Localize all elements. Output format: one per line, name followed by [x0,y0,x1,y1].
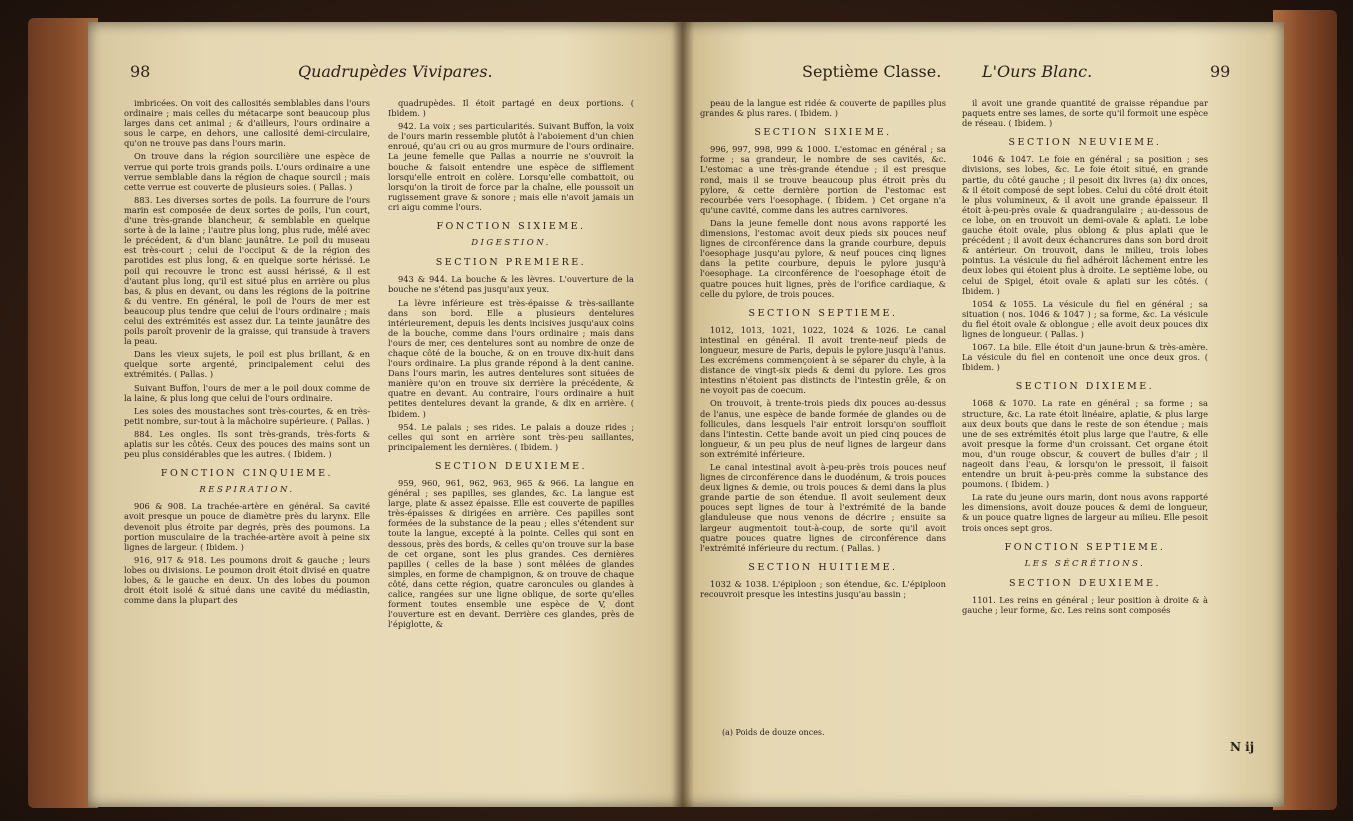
right-running-head-title: L'Ours Blanc. [982,62,1093,81]
paragraph: Dans la jeune femelle dont nous avons rapporté les dimensions, l'estomac avoit deux pieds six pouces neuf lignes de circonférence dans la grande courbure, depuis l'oesophage jusqu'au pylore, & neuf pouces cinq lignes dans la petite courbure, depuis le pylore jusqu'à l'oesophage. La circonférence de l'oesophage étoit de quatre pouces huit lignes, près de l'orifice cardiaque, & celle du pylore, de trois pouces. [700,217,946,299]
left-running-head: Quadrupèdes Vivipares. [298,62,493,81]
paragraph: La lèvre inférieure est très-épaisse & très-saillante dans son bord. Elle a plusieurs dentelures intérieurement, depuis les dents incisives jusqu'aux coins de la bouche, comme dans l'ours ordinaire ; mais dans l'ours de mer, ces dentelures sont au nombre de onze de chaque côté de la bouche, & on en trouve dix-huit dans l'ours ordinaire. La plus grande répond à la dent canine. Dans l'ours marin, les autres dentelures sont situées de manière qu'on en trouve six derrière la précédente, & quatre en devant. Au contraire, l'ours ordinaire a huit petites dentelures devant la grande, & dix en arrière. ( Ibidem. ) [388,297,634,419]
section-heading: SECTION HUITIEME. [748,561,898,573]
paragraph: 1012, 1013, 1021, 1022, 1024 & 1026. Le canal intestinal en général. Il avoit trente-neuf pieds de longueur, mesure de Paris, depuis le pylore jusqu'à l'anus. Les excrémens commençoient à se séparer du chyle, à la distance de vingt-six pieds & demi du pylore. Les gros intestins n'étoient pas distincts de l'intestin grêle, & on ne voyoit pas de coecum. [700,324,946,396]
footnote: (a) Poids de douze onces. [722,728,825,737]
paragraph: 943 & 944. La bouche & les lèvres. L'ouverture de la bouche ne s'étend pas jusqu'aux yeux. [388,274,634,295]
paragraph: 1046 & 1047. Le foie en général ; sa position ; ses divisions, ses lobes, &c. Le foie étoit situé, en grande partie, du côté gauche ; il pesoit dix livres (a) dix onces, & il étoit composé de sept lobes. Celui du côté droit étoit le plus volumineux, & il avoit une grande épaisseur. Il étoit à-peu-près ovale & quadrangulaire ; au-dessous de ce lobe, on en trouvoit un demi-ovale & aplati. Le lobe gauche étoit ovale, plus oblong & plus aplati que le précédent ; il avoit deux échancrures dans son bord droit & antérieur. On trouvoit, dans le milieu, trois lobes pointus. La vésicule du fiel adhéroit lâchement entre les deux lobes qui étoient plus à droite. Le septième lobe, ou celui de Spigel, étoit ovale & aplati sur les côtés. ( Ibidem. ) [962,154,1208,296]
section-heading: SECTION PREMIERE. [435,257,587,269]
paragraph: On trouvoit, à trente-trois pieds dix pouces au-dessus de l'anus, une espèce de bande formée de glandes ou de follicules, dans lesquels l'air entroit lorsqu'on souffloit dans l'intestin. Cette bande avoit un pied cinq pouces de longueur, & un peu plus de neuf lignes de largeur dans son extrémité inférieure. [700,398,946,459]
paragraph: Dans les vieux sujets, le poil est plus brillant, & en quelque sorte argenté, principalement celui des extrémités. ( Pallas. ) [124,349,370,380]
paragraph: 883. Les diverses sortes de poils. La fourrure de l'ours marin est composée de deux sortes de poils, l'un court, d'une très-grande blancheur, & semblable en quelque sorte à de la laine ; l'autre plus long, plus rude, mêlé avec le précédent, & d'un blanc jaunâtre. Le poil du museau est très-court ; celui de l'occiput & de la région des parotides est plus long, & en quelque sorte hérissé. Le poil qui recouvre le tronc est aussi hérissé, & il est d'autant plus long, qu'il est situé plus en arrière ou plus bas, & plus en devant, ou dans les régions de la poitrine & du ventre. En général, le poil de l'ours de mer est beaucoup plus tendre que celui de l'ours ordinaire ; mais celui des extrémités est assez dur. La teinte jaunâtre des poils paroît provenir de la graisse, qui transude à travers la peau. [124,194,370,347]
left-page-column-1 [124,98,370,608]
left-page [88,22,682,807]
paragraph: 884. Les ongles. Ils sont très-grands, très-forts & aplatis sur les côtés. Ceux des pouces des mains sont un peu plus considérables que les autres. ( Ibidem. ) [124,428,370,460]
section-heading: SECTION SIXIEME. [754,127,892,139]
paragraph: 1068 & 1070. La rate en général ; sa forme ; sa structure, &c. La rate étoit linéaire, aplatie, & plus large aux deux bouts que dans le reste de son étendue ; mais une de ses extrémités étoit plus large que l'autre, & elle avoit presque la forme d'un croissant. Cet organe étoit mou, d'un rouge obscur, & couvert de bulles d'air ; il nageoit dans l'eau, & lorsqu'on le pressoit, il faisoit entendre un bruit à-peu-près comme la substance des poumons. ( Ibidem. ) [962,398,1208,490]
section-heading: FONCTION SEPTIEME. [1004,541,1166,553]
paragraph: 996, 997, 998, 999 & 1000. L'estomac en général ; sa forme ; sa grandeur, le nombre de ses cavités, &c. L'estomac a une très-grande étendue ; il est presque rond, mais il se trouve beaucoup plus étroit près du pylore, & cette dernière portion de l'estomac est recourbée vers l'oesophage. ( Ibidem. ) Cet organe n'a qu'une cavité, comme dans les autres carnivores. [700,144,946,215]
paragraph: 1067. La bile. Elle étoit d'un jaune-brun & très-amère. La vésicule du fiel en contenoit une once deux gros. ( Ibidem. ) [962,342,1208,373]
paragraph: peau de la langue est ridée & couverte de papilles plus grandes & plus rares. ( Ibidem. ) [700,98,946,119]
paragraph: quadrupèdes. Il étoit partagé en deux portions. ( Ibidem. ) [388,98,634,119]
left-page-number: 98 [130,62,151,81]
paragraph: 906 & 908. La trachée-artère en général. Sa cavité avoit presque un pouce de diamètre près du larynx. Elle devenoit plus étroite par degrés, près des poumons. La portion musculaire de la trachée-artère avoit à peine six lignes de largeur. ( Ibidem. ) [124,501,370,552]
signature-mark: N ij [1230,740,1255,754]
section-heading: SECTION DEUXIEME. [1008,577,1162,589]
book-gutter [672,22,694,807]
subheading: LES SÉCRÉTIONS. [1024,558,1146,569]
left-page-column-2 [388,98,634,632]
paragraph: il avoit une grande quantité de graisse répandue par paquets entre ses lames, de sorte qu'il formoit une espèce de réseau. ( Ibidem. ) [962,98,1208,129]
paragraph: 1054 & 1055. La vésicule du fiel en général ; sa situation ( nos. 1046 & 1047 ) ; sa forme, &c. La vésicule du fiel étoit ovale & oblongue ; elle avoit deux pouces dix lignes de longueur. ( Pallas. ) [962,298,1208,339]
section-heading: SECTION SEPTIEME. [748,307,898,319]
right-page-column-1 [700,98,946,602]
paragraph: La rate du jeune ours marin, dont nous avons rapporté les dimensions, avoit douze pouces & demi de longueur, & un pouce quatre lignes de largeur au milieu. Elle pesoit trois onces sept gros. [962,492,1208,533]
subheading: DIGESTION. [471,238,551,249]
paragraph: 959, 960, 961, 962, 963, 965 & 966. La langue en général ; ses papilles, ses glandes, &c. La langue est large, plate & assez épaisse. Elle est couverte de papilles très-épaisses & dirigées en arrière. Ces papilles sont formées de la substance de la peau ; elles s'étendent sur toute la langue, excepté à la pointe. Celles qui sont en dessous, près des bords, & celles qu'on trouve sur la base de cet organe, sont les plus grandes. Ces dernières papilles ( celles de la base ) sont mêlées de glandes simples, en forme de champignon, & on trouve de chaque côté, dans cette région, quatre caroncules ou glandes à calice, rangées sur une ligne oblique, de sorte qu'elles forment toutes ensemble une espèce de V, dont l'ouverture est en devant. Derrière ces glandes, près de l'épiglotte, & [388,478,634,630]
paragraph: 942. La voix ; ses particularités. Suivant Buffon, la voix de l'ours marin ressemble plutôt à l'aboiement d'un chien enroué, qu'au cri ou au gros murmure de l'ours ordinaire. La jeune femelle que Pallas a nourrie ne s'ouvroit la bouche & faisoit entendre une espèce de sifflement lorsqu'elle entroit en colère. Lorsqu'elle combattoit, ou lorsqu'on la tiroit de force par la chaîne, elle poussoit un rugissement grave & sonore ; mais elle n'avoit jamais un cri aigu comme l'ours. [388,121,634,212]
right-page-column-2 [962,98,1208,618]
section-heading: SECTION DEUXIEME. [434,460,588,472]
paragraph: Les soies des moustaches sont très-courtes, & en très-petit nombre, sur-tout à la mâchoire supérieure. ( Pallas. ) [124,405,370,426]
paragraph: Suivant Buffon, l'ours de mer a le poil doux comme de la laine, & plus long que celui de l'ours ordinaire. [124,382,370,403]
right-page-number: 99 [1210,62,1231,81]
section-heading: FONCTION SIXIEME. [436,221,586,233]
paragraph: Le canal intestinal avoit à-peu-près trois pouces neuf lignes de circonférence dans le duodénum, & trois pouces deux lignes & demie, ou trois pouces & demi dans la plus grande partie de son étendue. Il avoit seulement deux pouces sept lignes de tour à l'extrémité de la bande glanduleuse que nous venons de décrire ; ensuite sa largeur augmentoit tout-à-coup, de sorte qu'il avoit quatre pouces quatre lignes de circonférence dans l'extrémité inférieure du rectum. ( Pallas. ) [700,462,946,553]
subheading: RESPIRATION. [199,485,295,496]
section-heading: SECTION DIXIEME. [1015,381,1155,393]
paragraph: 916, 917 & 918. Les poumons droit & gauche ; leurs lobes ou divisions. Le poumon droit étoit divisé en quatre lobes, & le gauche en deux. Un des lobes du poumon droit étoit isolé & situé dans une cavité du médiastin, comme dans la plupart des [124,554,370,606]
section-heading: FONCTION CINQUIEME. [160,468,334,480]
right-page [682,22,1284,807]
right-running-head-class: Septième Classe. [802,62,942,81]
paragraph: 1101. Les reins en général ; leur position à droite & à gauche ; leur forme, &c. Les reins sont composés [962,594,1208,616]
paragraph: imbricées. On voit des callosités semblables dans l'ours ordinaire ; mais celles du métacarpe sont beaucoup plus larges dans cet animal ; & d'ailleurs, l'ours ordinaire a sous le carpe, en dehors, une callosité demi-circulaire, qu'on ne trouve pas dans l'ours marin. [124,98,370,149]
paragraph: 1032 & 1038. L'épiploon ; son étendue, &c. L'épiploon recouvroit presque les intestins jusqu'au bassin ; [700,578,946,600]
paragraph: 954. Le palais ; ses rides. Le palais a douze rides ; celles qui sont en arrière sont très-peu saillantes, principalement les dernières. ( Ibidem. ) [388,421,634,452]
paragraph: On trouve dans la région sourcilière une espèce de verrue qui porte trois grands poils. L'ours ordinaire a une verrue semblable dans la région de chaque sourcil ; mais cette verrue est couverte de plusieurs soies. ( Pallas. ) [124,151,370,192]
section-heading: SECTION NEUVIEME. [1008,137,1162,149]
